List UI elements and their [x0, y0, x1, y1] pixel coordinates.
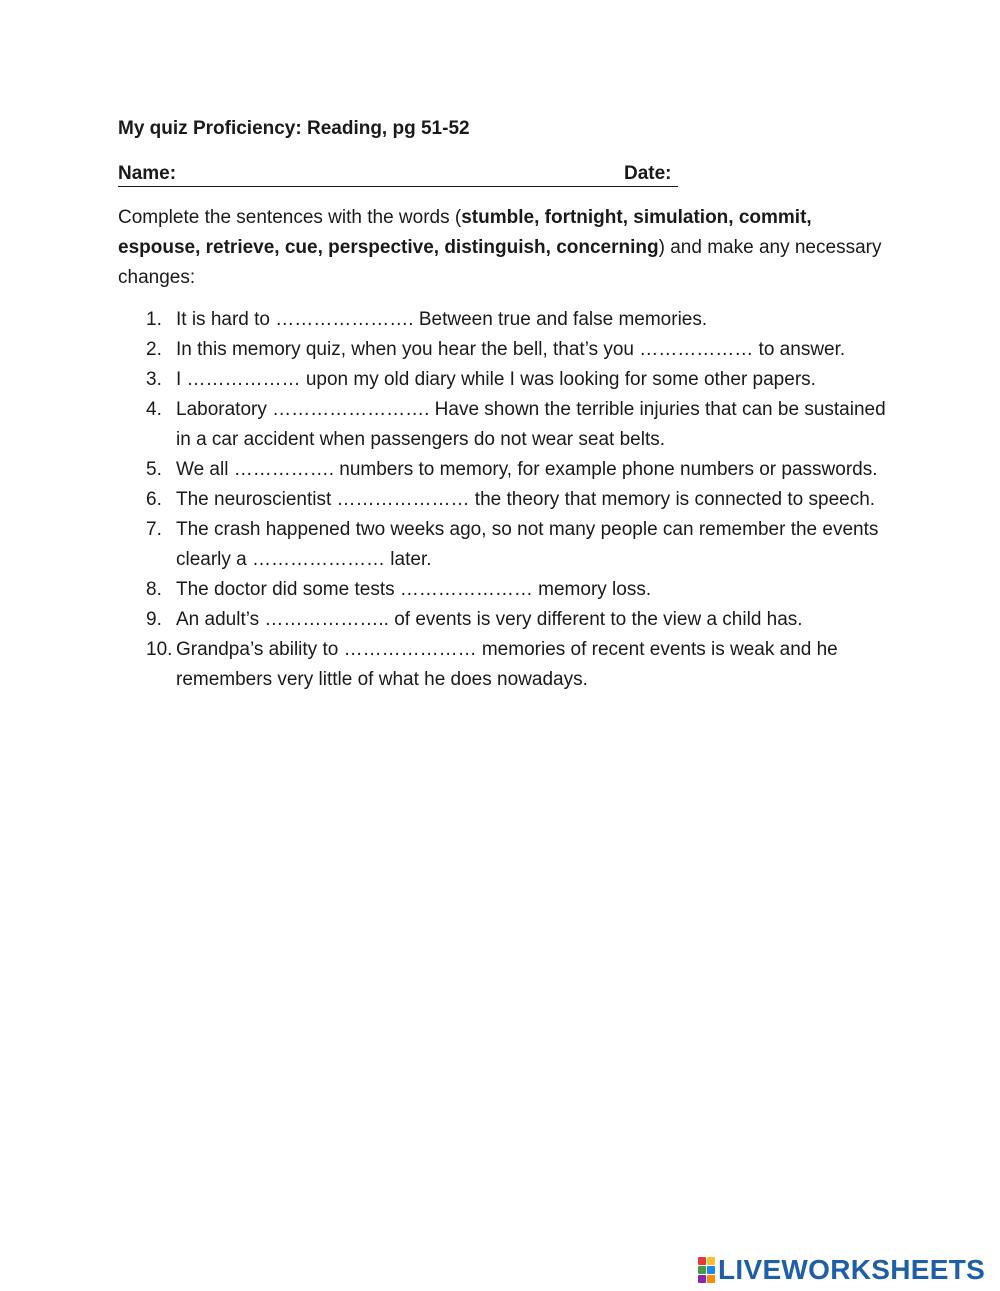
name-label: Name: — [118, 163, 177, 184]
instructions-intro: Complete the sentences with the words ( — [118, 207, 462, 228]
liveworksheets-logo — [698, 1256, 985, 1284]
logo-mark-square — [698, 1257, 706, 1265]
instructions-outro: ) and make any necessary changes: — [118, 237, 882, 288]
question-text: We all ……………. numbers to memory, for example phone numbers or passwords. — [176, 459, 878, 480]
question-number: 4. — [146, 399, 162, 420]
logo-mark-square — [707, 1266, 715, 1274]
question-item — [118, 365, 898, 395]
instructions — [118, 203, 898, 293]
question-item — [118, 575, 898, 605]
question-item — [118, 395, 898, 455]
question-number: 6. — [146, 489, 162, 510]
question-list — [118, 305, 898, 695]
question-text: An adult’s ……………….. of events is very different to the view a child has. — [176, 609, 803, 630]
question-item — [118, 455, 898, 485]
logo-mark-square — [698, 1266, 706, 1274]
question-number: 2. — [146, 339, 162, 360]
question-item — [118, 605, 898, 635]
liveworksheets-mark-icon — [698, 1257, 715, 1283]
question-text: The doctor did some tests ………………… memory loss. — [176, 579, 652, 600]
question-item — [118, 515, 898, 575]
question-item — [118, 485, 898, 515]
word-bank: stumble, fortnight, simulation, commit, espouse, retrieve, cue, perspective, distinguish, concerning — [118, 207, 812, 258]
question-text: It is hard to …………………. Between true and false memories. — [176, 309, 708, 330]
question-text: Laboratory ……………………. Have shown the terrible injuries that can be sustained in a car accident when passengers do not wear seat belts. — [176, 399, 886, 450]
question-text: The neuroscientist ………………… the theory that memory is connected to speech. — [176, 489, 876, 510]
question-text: Grandpa’s ability to ………………… memories of recent events is weak and he remembers very little of what he does nowadays. — [176, 639, 838, 690]
question-item — [118, 305, 898, 335]
question-number: 5. — [146, 459, 162, 480]
logo-mark-square — [707, 1275, 715, 1283]
date-label: Date: — [624, 163, 672, 184]
question-text: The crash happened two weeks ago, so not many people can remember the events clearly a ………………… later. — [176, 519, 879, 570]
question-number: 1. — [146, 309, 162, 330]
logo-mark-square — [707, 1257, 715, 1265]
question-number: 8. — [146, 579, 162, 600]
question-number: 3. — [146, 369, 162, 390]
question-number: 9. — [146, 609, 162, 630]
question-item — [118, 335, 898, 365]
name-date-line — [118, 162, 678, 187]
question-text: I ……………… upon my old diary while I was looking for some other papers. — [176, 369, 816, 390]
page-title: My quiz Proficiency: Reading, pg 51-52 — [118, 118, 470, 139]
question-number: 7. — [146, 519, 162, 540]
logo-text: LIVEWORKSHEETS — [718, 1254, 986, 1285]
question-number: 10. — [146, 639, 173, 660]
question-text: In this memory quiz, when you hear the bell, that’s you ……………… to answer. — [176, 339, 846, 360]
logo-mark-square — [698, 1275, 706, 1283]
question-item — [118, 635, 898, 695]
